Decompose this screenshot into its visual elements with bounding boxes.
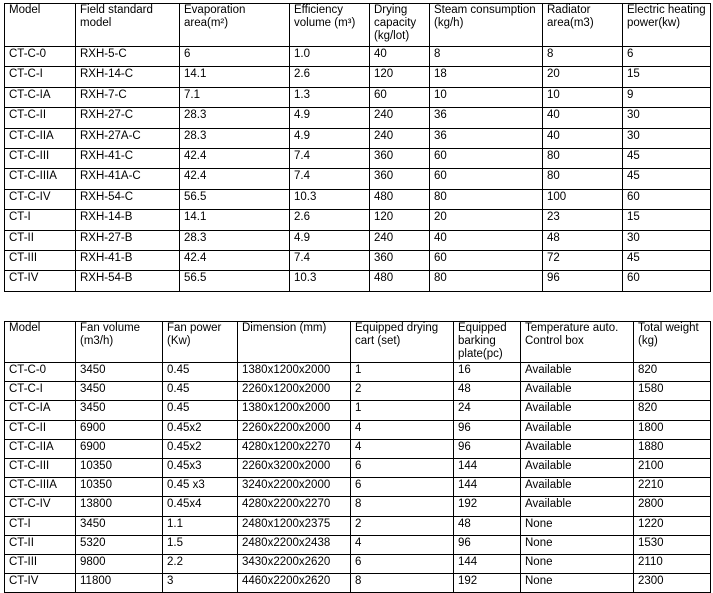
table-cell: 3430x2200x2620 [238, 554, 351, 573]
table-cell: 45 [623, 169, 711, 189]
table-row [5, 497, 711, 516]
table-cell: RXH-14-C [76, 67, 180, 87]
table-cell: 6900 [76, 420, 163, 439]
header-cell: Temperature auto. Control box [521, 322, 634, 363]
table-cell: 48 [543, 230, 623, 250]
table-cell: CT-II [5, 230, 76, 250]
table-cell: 80 [430, 271, 543, 291]
table-cell: 360 [370, 148, 430, 168]
table-header-row [5, 322, 711, 363]
table-cell: 10 [430, 87, 543, 107]
table-cell: 40 [370, 47, 430, 67]
table-row [5, 250, 711, 270]
table-cell: Available [521, 497, 634, 516]
specs-table-1 [4, 3, 711, 292]
table-cell: 8 [430, 47, 543, 67]
table-cell: 80 [543, 148, 623, 168]
table-cell: RXH-14-B [76, 210, 180, 230]
table-cell: 30 [623, 128, 711, 148]
table-cell: 360 [370, 169, 430, 189]
table-cell: CT-C-III [5, 148, 76, 168]
table-cell: 60 [623, 271, 711, 291]
table-cell: 1.5 [163, 535, 238, 554]
table-cell: 0.45 [163, 363, 238, 382]
table-cell: 144 [454, 458, 521, 477]
table-cell: CT-C-IV [5, 497, 76, 516]
table-cell: 4 [351, 439, 454, 458]
table-cell: 1530 [634, 535, 711, 554]
table-cell: 13800 [76, 497, 163, 516]
table-cell: Available [521, 363, 634, 382]
table-cell: 7.4 [290, 169, 370, 189]
table-cell: 2.6 [290, 210, 370, 230]
table-cell: 20 [543, 67, 623, 87]
table-cell: 820 [634, 363, 711, 382]
table-cell: 2100 [634, 458, 711, 477]
table-row [5, 128, 711, 148]
table-cell: 20 [430, 210, 543, 230]
table-cell: 36 [430, 128, 543, 148]
table-cell: 1.1 [163, 516, 238, 535]
table-row [5, 87, 711, 107]
table-cell: 6 [180, 47, 290, 67]
table-cell: Available [521, 382, 634, 401]
table-cell: 0.45 [163, 382, 238, 401]
table-cell: 42.4 [180, 148, 290, 168]
table-cell: 23 [543, 210, 623, 230]
table-cell: 6 [351, 554, 454, 573]
table-cell: 240 [370, 128, 430, 148]
table-cell: 1380x1200x2000 [238, 363, 351, 382]
table-cell: 2260x3200x2000 [238, 458, 351, 477]
table-cell: 60 [623, 189, 711, 209]
table-cell: 3450 [76, 516, 163, 535]
table-cell: 2480x2200x2438 [238, 535, 351, 554]
table-cell: 40 [430, 230, 543, 250]
table-cell: 240 [370, 108, 430, 128]
table-cell: 1220 [634, 516, 711, 535]
table-cell: 3 [163, 574, 238, 593]
table-cell: 2800 [634, 497, 711, 516]
table-cell: CT-C-II [5, 420, 76, 439]
table-cell: 1.3 [290, 87, 370, 107]
table-cell: 8 [351, 497, 454, 516]
table-cell: 0.45x4 [163, 497, 238, 516]
table-cell: Available [521, 401, 634, 420]
table-cell: CT-C-III [5, 458, 76, 477]
header-cell: Dimension (mm) [238, 322, 351, 363]
table-cell: RXH-5-C [76, 47, 180, 67]
table-cell: 120 [370, 210, 430, 230]
table-row [5, 108, 711, 128]
table-cell: 42.4 [180, 250, 290, 270]
table-cell: 15 [623, 67, 711, 87]
table-row [5, 363, 711, 382]
table-cell: 96 [454, 439, 521, 458]
table-cell: RXH-27A-C [76, 128, 180, 148]
table-cell: 1.0 [290, 47, 370, 67]
table-cell: 4.9 [290, 108, 370, 128]
table-cell: 1 [351, 363, 454, 382]
table-header-row [5, 4, 711, 47]
table-cell: CT-C-IIA [5, 439, 76, 458]
header-cell: Field standard model [76, 4, 180, 47]
table-row [5, 516, 711, 535]
header-cell: Efficiency volume (m³) [290, 4, 370, 47]
table-cell: 45 [623, 250, 711, 270]
table-row [5, 401, 711, 420]
header-cell: Radiator area(m3) [543, 4, 623, 47]
table-cell: 7.4 [290, 148, 370, 168]
table-cell: Available [521, 458, 634, 477]
table-cell: 5320 [76, 535, 163, 554]
header-cell: Total weight (kg) [634, 322, 711, 363]
table-cell: 11800 [76, 574, 163, 593]
table-cell: 42.4 [180, 169, 290, 189]
table-cell: CT-C-IV [5, 189, 76, 209]
table-cell: 1580 [634, 382, 711, 401]
table-cell: 14.1 [180, 67, 290, 87]
table-cell: 3450 [76, 401, 163, 420]
header-cell: Fan power (Kw) [163, 322, 238, 363]
table-cell: None [521, 516, 634, 535]
table-cell: CT-C-I [5, 67, 76, 87]
table-cell: 3450 [76, 363, 163, 382]
table-cell: CT-C-0 [5, 47, 76, 67]
table-cell: 72 [543, 250, 623, 270]
table-cell: 480 [370, 189, 430, 209]
table-cell: 100 [543, 189, 623, 209]
table-cell: 10350 [76, 458, 163, 477]
table-cell: RXH-54-B [76, 271, 180, 291]
table-cell: 48 [454, 516, 521, 535]
table-cell: 28.3 [180, 108, 290, 128]
table-cell: 1380x1200x2000 [238, 401, 351, 420]
header-cell: Electric heating power(kw) [623, 4, 711, 47]
header-cell: Model [5, 322, 76, 363]
table-cell: 3450 [76, 382, 163, 401]
table-cell: 7.4 [290, 250, 370, 270]
table-cell: 2110 [634, 554, 711, 573]
table-cell: 96 [454, 420, 521, 439]
table-row [5, 271, 711, 291]
table-cell: CT-II [5, 535, 76, 554]
header-cell: Model [5, 4, 76, 47]
table-cell: 0.45x3 [163, 458, 238, 477]
table-cell: 9800 [76, 554, 163, 573]
table-cell: CT-C-II [5, 108, 76, 128]
table-cell: 0.45x2 [163, 420, 238, 439]
table-cell: 2.2 [163, 554, 238, 573]
table-cell: 2300 [634, 574, 711, 593]
table-row [5, 148, 711, 168]
table-cell: 60 [430, 169, 543, 189]
table-cell: 10.3 [290, 271, 370, 291]
table-cell: 4460x2200x2620 [238, 574, 351, 593]
table-cell: CT-C-IA [5, 87, 76, 107]
table-cell: 6 [351, 458, 454, 477]
table-cell: 60 [370, 87, 430, 107]
table-cell: None [521, 535, 634, 554]
table-row [5, 67, 711, 87]
table-cell: 144 [454, 478, 521, 497]
table-cell: 0.45 x3 [163, 478, 238, 497]
table-cell: 120 [370, 67, 430, 87]
table-cell: 480 [370, 271, 430, 291]
table-cell: 10350 [76, 478, 163, 497]
table-row [5, 230, 711, 250]
table-cell: 0.45 [163, 401, 238, 420]
table-cell: CT-IV [5, 574, 76, 593]
table-cell: 60 [430, 148, 543, 168]
table-cell: 144 [454, 554, 521, 573]
table-cell: None [521, 554, 634, 573]
table-cell: RXH-54-C [76, 189, 180, 209]
table-cell: None [521, 574, 634, 593]
table-cell: 240 [370, 230, 430, 250]
table-cell: 2260x2200x2000 [238, 420, 351, 439]
table-cell: 28.3 [180, 128, 290, 148]
table-cell: 60 [430, 250, 543, 270]
table-row [5, 458, 711, 477]
table-cell: 6900 [76, 439, 163, 458]
table-cell: 4 [351, 535, 454, 554]
table-cell: 8 [351, 574, 454, 593]
table-cell: 2 [351, 516, 454, 535]
specs-table-2 [4, 321, 711, 593]
table-cell: CT-C-IIIA [5, 478, 76, 497]
table-cell: RXH-27-C [76, 108, 180, 128]
header-cell: Equipped barking plate(pc) [454, 322, 521, 363]
table-cell: 30 [623, 108, 711, 128]
table-row [5, 420, 711, 439]
table-cell: 192 [454, 497, 521, 516]
table-row [5, 535, 711, 554]
table-cell: 820 [634, 401, 711, 420]
table-cell: 40 [543, 108, 623, 128]
table-row [5, 169, 711, 189]
table-cell: 2 [351, 382, 454, 401]
header-cell: Steam consumption (kg/h) [430, 4, 543, 47]
table-row [5, 47, 711, 67]
table-cell: 4.9 [290, 128, 370, 148]
table-cell: 96 [454, 535, 521, 554]
table-cell: 56.5 [180, 189, 290, 209]
table-cell: 80 [543, 169, 623, 189]
table-cell: Available [521, 420, 634, 439]
table-cell: 6 [623, 47, 711, 67]
table-cell: 28.3 [180, 230, 290, 250]
table-cell: 192 [454, 574, 521, 593]
header-cell: Fan volume (m3/h) [76, 322, 163, 363]
table-cell: 4280x1200x2270 [238, 439, 351, 458]
table-row [5, 554, 711, 573]
table-cell: 18 [430, 67, 543, 87]
table-cell: CT-C-0 [5, 363, 76, 382]
table-cell: 6 [351, 478, 454, 497]
table-cell: 30 [623, 230, 711, 250]
table-cell: 4.9 [290, 230, 370, 250]
table-row [5, 478, 711, 497]
header-cell: Drying capacity (kg/lot) [370, 4, 430, 47]
table-cell: CT-III [5, 554, 76, 573]
table-cell: 48 [454, 382, 521, 401]
header-cell: Evaporation area(m²) [180, 4, 290, 47]
table-cell: Available [521, 439, 634, 458]
table-cell: RXH-27-B [76, 230, 180, 250]
table-cell: 1880 [634, 439, 711, 458]
table-cell: 56.5 [180, 271, 290, 291]
table-cell: 10 [543, 87, 623, 107]
table-cell: CT-C-I [5, 382, 76, 401]
table-cell: RXH-41-C [76, 148, 180, 168]
table-cell: 14.1 [180, 210, 290, 230]
table-cell: CT-C-IIIA [5, 169, 76, 189]
table-cell: 45 [623, 148, 711, 168]
table-cell: RXH-41A-C [76, 169, 180, 189]
table-cell: RXH-41-B [76, 250, 180, 270]
table-cell: 16 [454, 363, 521, 382]
table-cell: 10.3 [290, 189, 370, 209]
table-cell: 0.45x2 [163, 439, 238, 458]
table-cell: CT-I [5, 210, 76, 230]
table-cell: 2260x1200x2000 [238, 382, 351, 401]
table-cell: 96 [543, 271, 623, 291]
table-cell: CT-C-IIA [5, 128, 76, 148]
table-row [5, 189, 711, 209]
table-row [5, 439, 711, 458]
table-cell: 80 [430, 189, 543, 209]
table-cell: 36 [430, 108, 543, 128]
table-cell: 24 [454, 401, 521, 420]
table-cell: CT-C-IA [5, 401, 76, 420]
table-cell: 15 [623, 210, 711, 230]
table-cell: CT-I [5, 516, 76, 535]
table-cell: CT-III [5, 250, 76, 270]
table-row [5, 382, 711, 401]
table-cell: 4 [351, 420, 454, 439]
table-cell: 40 [543, 128, 623, 148]
table-cell: Available [521, 478, 634, 497]
table-cell: 2480x1200x2375 [238, 516, 351, 535]
table-cell: 2210 [634, 478, 711, 497]
table-cell: 9 [623, 87, 711, 107]
table-cell: 1 [351, 401, 454, 420]
table-cell: 360 [370, 250, 430, 270]
table-cell: CT-IV [5, 271, 76, 291]
table-cell: 4280x2200x2270 [238, 497, 351, 516]
table-cell: 2.6 [290, 67, 370, 87]
table-cell: RXH-7-C [76, 87, 180, 107]
table-cell: 8 [543, 47, 623, 67]
table-cell: 1800 [634, 420, 711, 439]
table-cell: 3240x2200x2000 [238, 478, 351, 497]
header-cell: Equipped drying cart (set) [351, 322, 454, 363]
table-cell: 7.1 [180, 87, 290, 107]
table-row [5, 210, 711, 230]
